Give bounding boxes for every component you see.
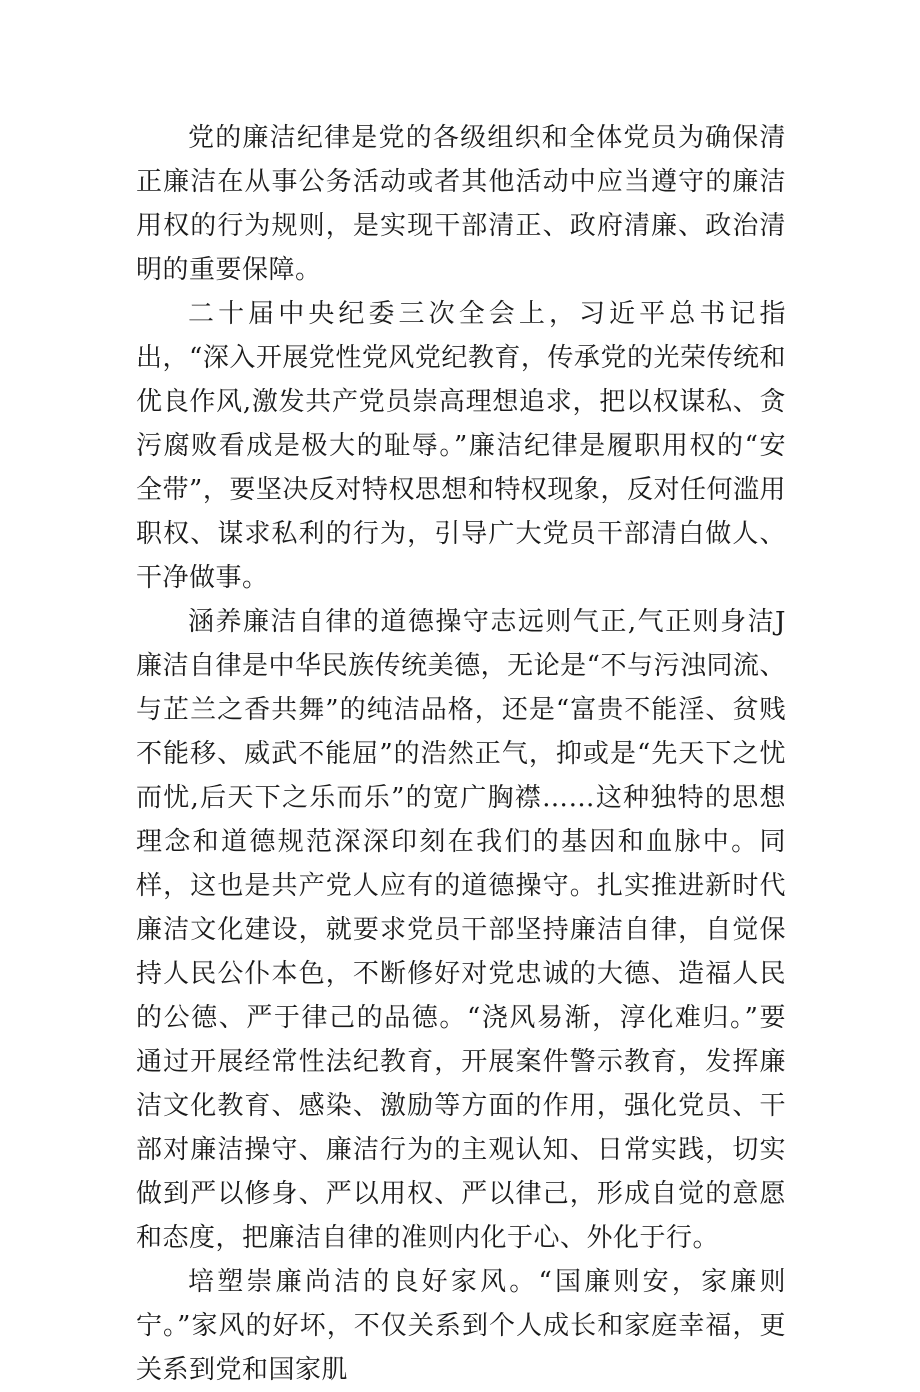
paragraph-discipline-definition: 党的廉洁纪律是党的各级组织和全体党员为确保清正廉洁在从事公务活动或者其他活动中应当遵守的廉洁用权的行为规则，是实现干部清正、政府清廉、政治清明的重要保障。 xyxy=(136,123,786,285)
paragraph-moral-integrity: 涵养廉洁自律的道德操守志远则气正,气正则身洁J廉洁自律是中华民族传统美德，无论是“不与污浊同流、与芷兰之香共舞”的纯洁品格，还是“富贵不能淫、贫贱不能移、威武不能屈”的浩然正气，抑或是“先天下之忧而忧,后天下之乐而乐”的宽广胸襟……这种独特的思想理念和道德规范深深印刻在我们的基因和血脉中。同样，这也是共产党人应有的道德操守。扎实推进新时代廉洁文化建设，就要求党员干部坚持廉洁自律，自觉保持人民公仆本色，不断修好对党忠诚的大德、造福人民的公德、严于律己的品德。“浇风易渐，淳化难归。”要通过开展经常性法纪教育，开展案件警示教育，发挥廉洁文化教育、感染、激励等方面的作用，强化党员、干部对廉洁操守、廉洁行为的主观认知、日常实践，切实做到严以修身、严以用权、严以律己，形成自觉的意愿和态度，把廉洁自律的准则内化于心、外化于行。 xyxy=(136,607,786,1253)
paragraph-plenary-session: 二十届中央纪委三次全会上，习近平总书记指出，“深入开展党性党风党纪教育，传承党的光荣传统和优良作风,激发共产党员崇高理想追求，把以权谋私、贪污腐败看成是极大的耻辱。”廉洁纪律是履职用权的“安全带”，要坚决反对特权思想和特权现象，反对任何滥用职权、谋求私利的行为，引导广大党员干部清白做人、干净做事。 xyxy=(136,299,786,593)
document-body xyxy=(136,116,786,1392)
paragraph-family-tradition: 培塑崇廉尚洁的良好家风。“国廉则安，家廉则宁。”家风的好坏，不仅关系到个人成长和家庭幸福，更关系到党和国家肌 xyxy=(136,1267,786,1385)
